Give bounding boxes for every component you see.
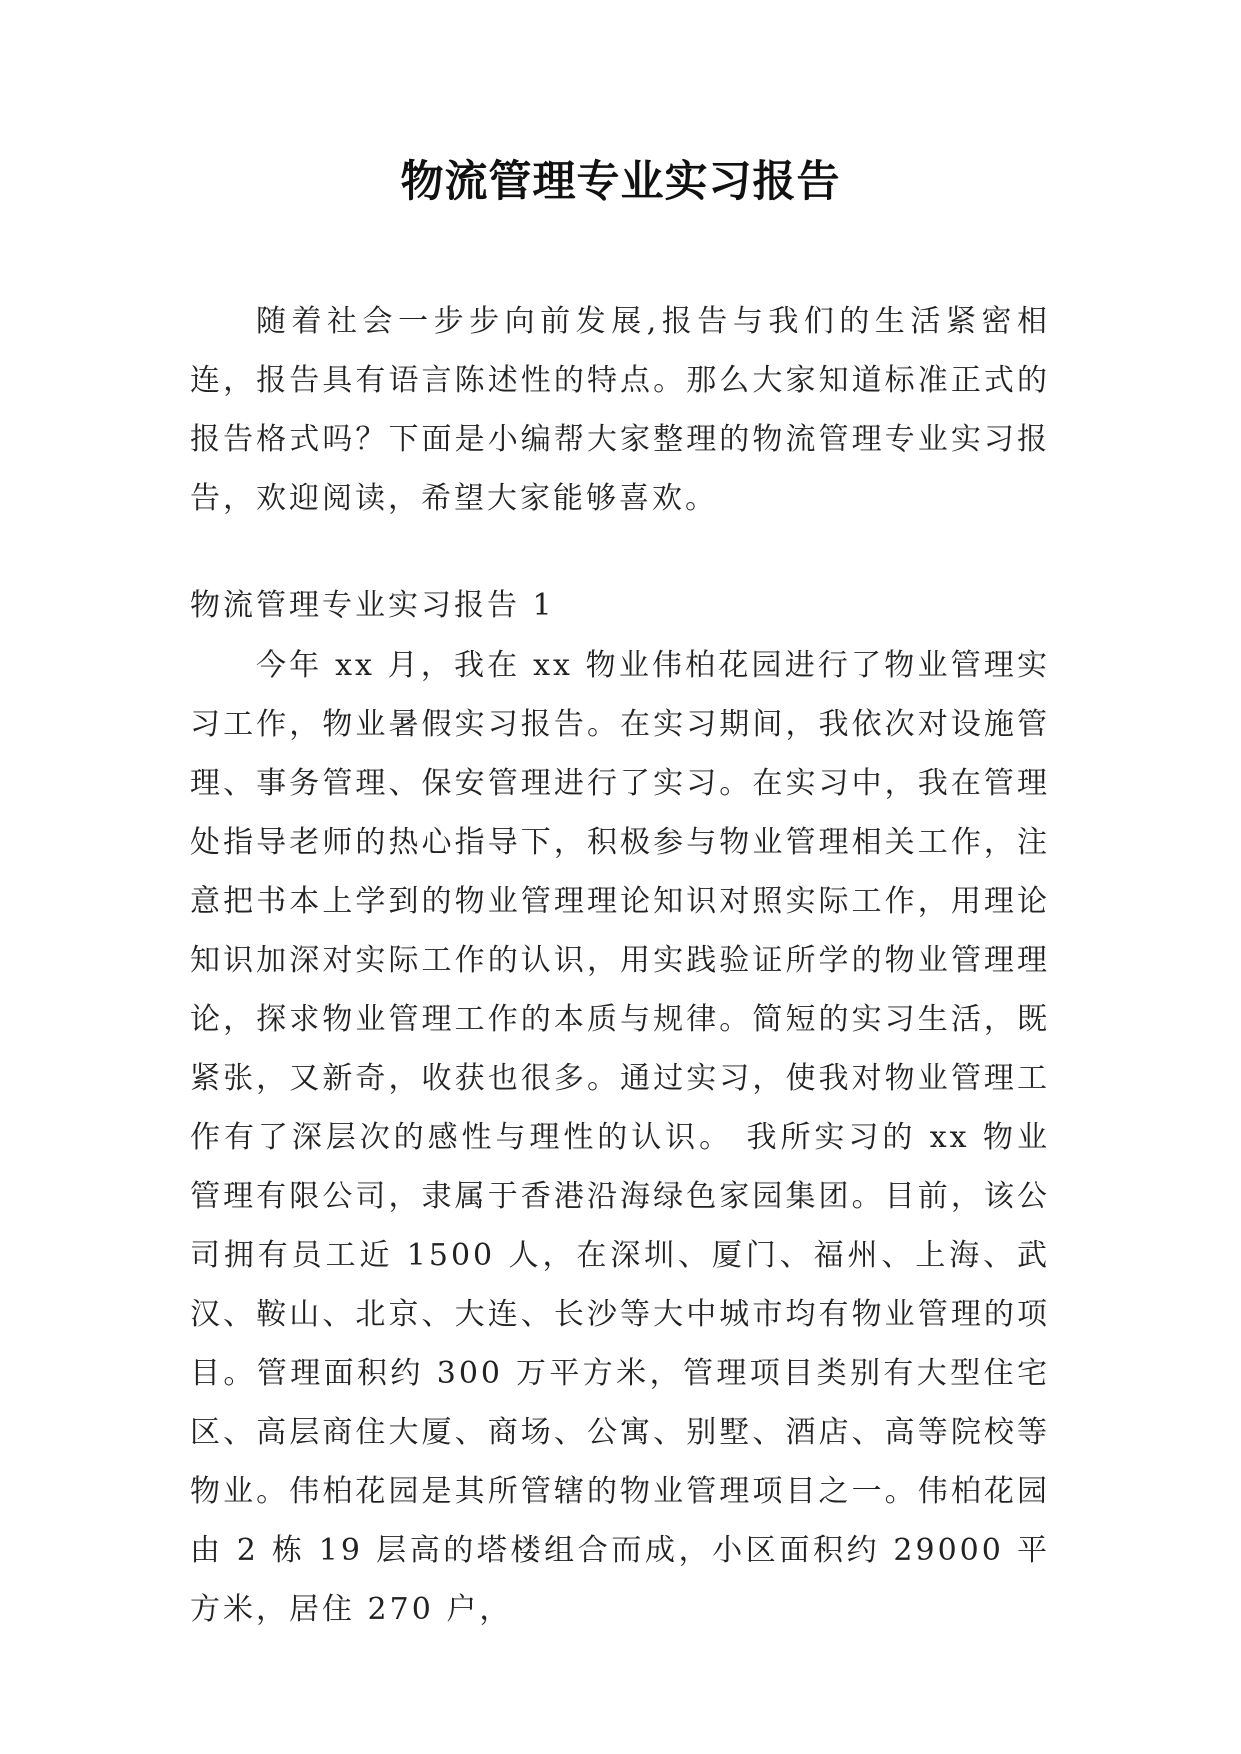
section-heading: 物流管理专业实习报告 1 xyxy=(190,588,555,623)
document-title: 物流管理专业实习报告 xyxy=(400,157,841,207)
intro-paragraph: 随着社会一步步向前发展,报告与我们的生活紧密相连，报告具有语言陈述性的特点。那么大家知道标准正式的报告格式吗？下面是小编帮大家整理的物流管理专业实习报告，欢迎阅读，希望大家能够喜欢。 xyxy=(190,304,1050,516)
body-paragraph: 今年 xx 月，我在 xx 物业伟柏花园进行了物业管理实习工作，物业暑假实习报告。在实习期间，我依次对设施管理、事务管理、保安管理进行了实习。在实习中，我在管理处指导老师的热心指导下，积极参与物业管理相关工作，注意把书本上学到的物业管理理论知识对照实际工作，用理论知识加深对实际工作的认识，用实践验证所学的物业管理理论，探求物业管理工作的本质与规律。简短的实习生活，既紧张，又新奇，收获也很多。通过实习，使我对物业管理工作有了深层次的感性与理性的认识。 我所实习的 xx 物业管理有限公司，隶属于香港沿海绿色家园集团。目前，该公司拥有员工近 1500 人，在深圳、厦门、福州、上海、武汉、鞍山、北京、大连、长沙等大中城市均有物业管理的项目。管理面积约 300 万平方米，管理项目类别有大型住宅区、高层商住大厦、商场、公寓、别墅、酒店、高等院校等物业。伟柏花园是其所管辖的物业管理项目之一。伟柏花园由 2 栋 19 层高的塔楼组合而成，小区面积约 29000 平方米，居住 270 户， xyxy=(190,648,1050,1627)
